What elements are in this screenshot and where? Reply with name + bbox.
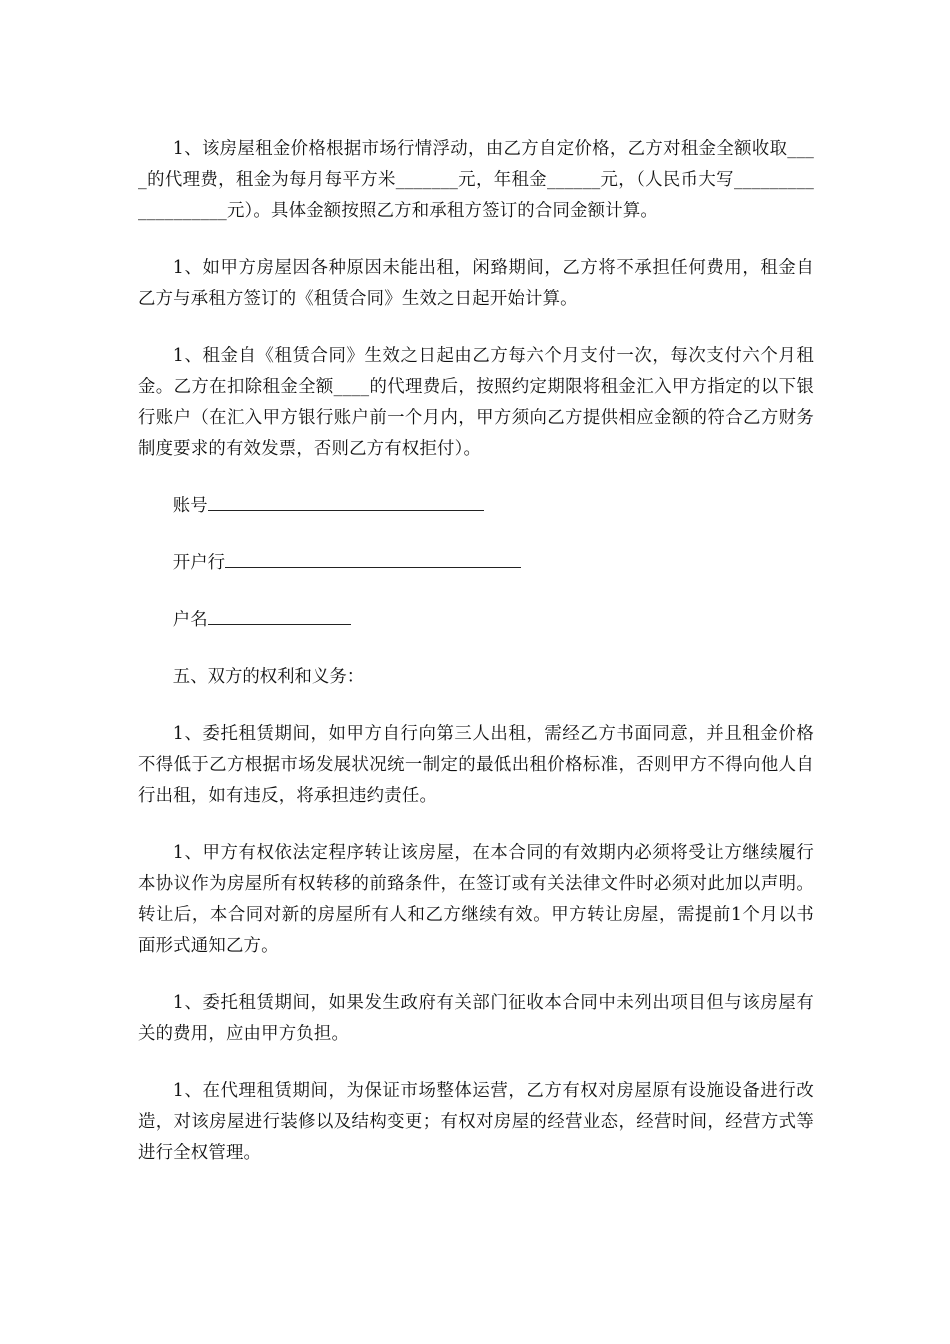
account-label: 账号 bbox=[172, 496, 208, 516]
clause-renovation: 1、在代理租赁期间，为保证市场整体运营，乙方有权对房屋原有设施设备进行改造，对该房屋进行装修以及结构变更；有权对房屋的经营业态，经营时间，经营方式等进行全权管理。 bbox=[138, 1081, 814, 1163]
clause-rent-price: 1、该房屋租金价格根据市场行情浮动，由乙方自定价格，乙方对租金全额收取____的代理费，租金为每月每平方米_______元，年租金______元，（人民币大写___________________元）。具体金额按照乙方和承租方签订的合同金额计算。 bbox=[138, 139, 814, 221]
holder-field bbox=[138, 605, 814, 636]
holder-label: 户名 bbox=[172, 610, 208, 630]
bank-label: 开户行 bbox=[172, 553, 225, 573]
clause-payment: 1、租金自《租赁合同》生效之日起由乙方每六个月支付一次，每次支付六个月租金。乙方在扣除租金全额____的代理费后，按照约定期限将租金汇入甲方指定的以下银行账户（在汇入甲方银行账户前一个月内，甲方须向乙方提供相应金额的符合乙方财务制度要求的有效发票，否则乙方有权拒付）。 bbox=[138, 346, 814, 459]
section-heading: 五、双方的权利和义务： bbox=[172, 667, 365, 687]
document-body bbox=[138, 134, 814, 1195]
bank-field bbox=[138, 548, 814, 579]
clause-government-fees: 1、委托租赁期间，如果发生政府有关部门征收本合同中未列出项目但与该房屋有关的费用，应由甲方负担。 bbox=[138, 993, 814, 1044]
clause-self-lease: 1、委托租赁期间，如甲方自行向第三人出租，需经乙方书面同意，并且租金价格不得低于乙方根据市场发展状况统一制定的最低出租价格标准，否则甲方不得向他人自行出租，如有违反，将承担违约责任。 bbox=[138, 724, 814, 806]
clause-transfer: 1、甲方有权依法定程序转让该房屋，在本合同的有效期内必须将受让方继续履行本协议作为房屋所有权转移的前臵条件，在签订或有关法律文件时必须对此加以声明。转让后，本合同对新的房屋所有人和乙方继续有效。甲方转让房屋，需提前1个月以书面形式通知乙方。 bbox=[138, 843, 814, 956]
account-field bbox=[138, 491, 814, 522]
clause-vacancy: 1、如甲方房屋因各种原因未能出租，闲臵期间，乙方将不承担任何费用，租金自乙方与承租方签订的《租赁合同》生效之日起开始计算。 bbox=[138, 258, 814, 309]
account-blank bbox=[208, 493, 484, 511]
holder-blank bbox=[208, 607, 351, 625]
bank-blank bbox=[225, 550, 521, 568]
